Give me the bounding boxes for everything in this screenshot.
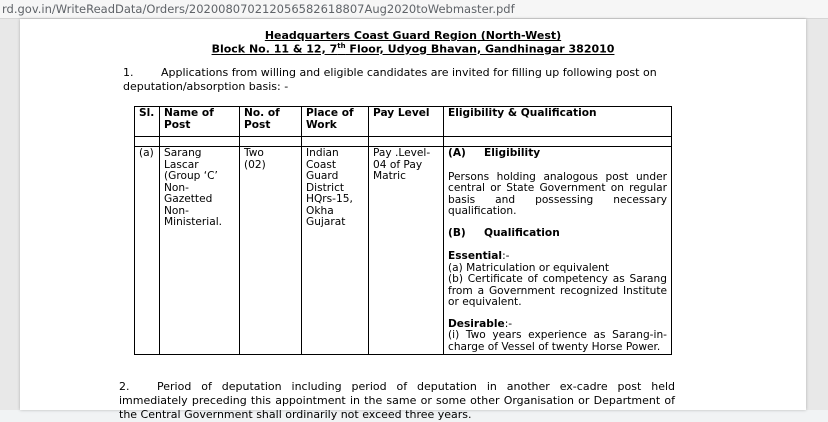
essential-heading: Essential:- bbox=[448, 250, 510, 262]
desirable-heading: Desirable:- bbox=[448, 317, 513, 330]
table-spacer-row bbox=[135, 137, 672, 147]
table-row bbox=[135, 147, 672, 355]
pdf-page bbox=[20, 19, 806, 421]
header-pay-level: Pay Level bbox=[369, 107, 444, 137]
essential-item-a: (a) Matriculation or equivalent bbox=[448, 261, 610, 274]
cell-pay-level: Pay .Level- 04 of Pay Matric bbox=[369, 147, 444, 355]
cell-name-of-post: Sarang Lascar (Group ‘C’ Non- Gazetted Non- Ministerial. bbox=[160, 147, 240, 355]
paragraph-text: Period of deputation including period of deputation in another ex-cadre post held immediately preceding this appointment in the same or some other Organisation or Department of the Central Government shall ordinarily not exceed three years. bbox=[119, 380, 675, 421]
pdf-viewer[interactable] bbox=[0, 19, 828, 421]
paragraph-2 bbox=[119, 380, 675, 422]
cell-no-of-post: Two (02) bbox=[240, 147, 302, 355]
paragraph-number: 1. bbox=[123, 66, 134, 79]
table-header-row bbox=[135, 107, 672, 137]
url-text: rd.gov.in/WriteReadData/Orders/202008070212056582618807Aug2020toWebmaster.pdf bbox=[2, 2, 515, 16]
document-header-office: Headquarters Coast Guard Region (North-West) bbox=[264, 29, 562, 42]
essential-item-b: (b) Certificate of competency as Sarang from a Government recognized Institute or equivalent. bbox=[448, 273, 667, 308]
paragraph-text: Applications from willing and eligible candidates are invited for filling up following post on deputation/absorption basis: - bbox=[123, 66, 657, 93]
cell-place-of-work: Indian Coast Guard District HQrs-15, Okha Gujarat bbox=[302, 147, 369, 355]
eligibility-text: Persons holding analogous post under central or State Government on regular basis and possessing necessary qualification. bbox=[448, 170, 667, 217]
desirable-item-i: (i) Two years experience as Sarang-in-charge of Vessel of twenty Horse Power. bbox=[448, 329, 667, 353]
header-place-of-work: Place of Work bbox=[302, 107, 369, 137]
section-a-title: (A) Eligibility bbox=[448, 147, 541, 159]
header-no-of-post: No. of Post bbox=[240, 107, 302, 137]
cell-eligibility bbox=[444, 147, 672, 355]
header-sl: Sl. bbox=[135, 107, 160, 137]
paragraph-number: 2. bbox=[119, 380, 130, 393]
cell-sl: (a) bbox=[135, 147, 160, 355]
header-eligibility: Eligibility & Qualification bbox=[444, 107, 672, 137]
address-bar[interactable] bbox=[0, 0, 828, 19]
header-name-of-post: Name of Post bbox=[160, 107, 240, 137]
document-header-address: Block No. 11 & 12, 7th Floor, Udyog Bhavan, Gandhinagar 382010 bbox=[211, 42, 615, 56]
paragraph-1 bbox=[123, 66, 683, 94]
vacancy-table bbox=[134, 106, 672, 355]
section-b-title: (B) Qualification bbox=[448, 226, 560, 239]
